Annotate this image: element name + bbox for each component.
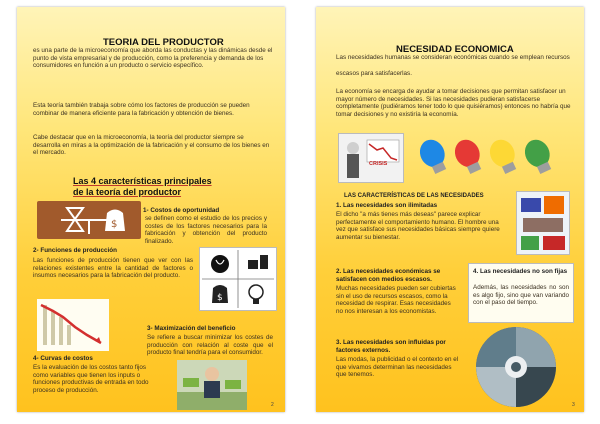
crisis-image [338, 133, 404, 183]
page-number: 3 [572, 402, 575, 408]
collage-image [516, 191, 570, 255]
falling-curve-icon [37, 299, 109, 351]
c4-text: Es la evaluación de los costos tanto fijos como variables que tienen los inputs o funciones productivas de entrada en todo proceso de producción. [33, 364, 149, 394]
hourglass-scale-image [37, 201, 141, 239]
characteristics-caption: LAS CARACTERÍSTICAS DE LAS NECESIDADES [344, 193, 484, 199]
businessman-icon [177, 360, 247, 410]
c1-text: se definen como el estudio de los precios y costes de los factores necesarios para la fabricación y obtención del producto finalizado. [145, 215, 267, 245]
page-teoria-del-productor [17, 7, 285, 412]
section-title-line-1: Las 4 características principales [73, 176, 212, 186]
n3-text: Las modas, la publicidad o el contexto en el que vivamos determinan las necesidades que tenemos. [336, 356, 459, 379]
page-title: TEORIA DEL PRODUCTOR [103, 37, 224, 48]
c2-heading: 2- Funciones de producción [33, 247, 117, 254]
n2-text: Muchas necesidades pueden ser cubiertas sin el uso de recursos escasos, como la necesidad de respirar. Esas necesidades no nos interesan a los economistas. [336, 285, 456, 315]
n3-heading: 3. Las necesidades son influidas por factores externos. [336, 339, 446, 354]
c3-heading: 3- Maximización del beneficio [147, 325, 236, 332]
section-title-line-2: de la teoría del productor [73, 187, 182, 197]
paragraph-2: La economía se encarga de ayudar a tomar decisiones que permitan satisfacer un mayor número de necesidades. Si las necesidades pudieran satisfacerse completamente (pudiéramos tener todo lo que quisiéramos) entonces no habría que tomar decisiones y no existiría la economía. [336, 88, 571, 118]
production-functions-image [199, 247, 277, 311]
paragraph-3: Cabe destacar que en la microeconomía, la teoría del productor siempre se desarrolla en miras a la optimización de la fabricación y el consumo de los bienes en el mercado. [33, 134, 270, 157]
necesidades-fijas-box [468, 263, 574, 323]
paragraph-1-line-1: Las necesidades humanas se consideran económicas cuando se emplean recursos [336, 54, 570, 61]
page-number: 2 [271, 402, 274, 408]
n1-heading: 1. Las necesidades son ilimitadas [336, 202, 438, 209]
c3-text: Se refiere a buscar minimizar los costes de producción con relación al coste que el producto final tendría para el consumidor. [147, 334, 273, 357]
svg-text:$: $ [111, 219, 118, 230]
hourglass-scale-icon [37, 201, 141, 239]
c4-heading: 4- Curvas de costos [33, 355, 93, 362]
c1-heading: 1- Costos de oportunidad [143, 207, 220, 214]
intro-paragraph: es una parte de la microeconomía que aborda las conductas y las dinámicas desde el punto de vista empresarial y de producción, como la preferencia y demanda de los consumidores en función a un producto o servicio específico. [33, 47, 273, 70]
n1-text: El dicho "a más tienes más deseas" parece explicar perfectamente el comportamiento humano. El hombre una vez que satisface sus necesidades básicas siempre quiere aumentar su bienestar. [336, 211, 500, 241]
light-bulbs-image [414, 133, 564, 183]
n4-text: Además, las necesidades no son es algo fijo, sino que van variando con el paso del tiempo. [473, 284, 569, 307]
cost-curve-image [37, 299, 109, 351]
n2-heading: 2. Las necesidades económicas se satisfacen con medios escasos. [336, 268, 441, 283]
production-icons-grid [200, 248, 276, 310]
paragraph-2: Esta teoría también trabaja sobre cómo los factores de producción se pueden combinar de manera eficiente para la fabricación y obtención de bienes. [33, 102, 250, 117]
collage-icon [517, 192, 569, 254]
page-necesidad-economica [316, 7, 584, 412]
n4-heading: 4. Las necesidades no son fijas [473, 268, 568, 275]
crisis-label: CRISIS [369, 161, 388, 167]
circular-collage-image [476, 327, 556, 407]
paragraph-1-line-2: escasos para satisfacerlas. [336, 70, 412, 77]
page-title: NECESIDAD ECONOMICA [396, 44, 514, 55]
crisis-chart-icon [339, 134, 403, 182]
businessman-money-image [177, 360, 247, 410]
circular-collage-icon [476, 327, 556, 407]
svg-text:$: $ [217, 293, 223, 303]
light-bulbs-icon [414, 133, 564, 183]
c2-text: Las funciones de producción tienen que ver con las relaciones existentes entre la cantidad de factores o insumos necesarios para la fabricación del producto. [33, 257, 193, 280]
